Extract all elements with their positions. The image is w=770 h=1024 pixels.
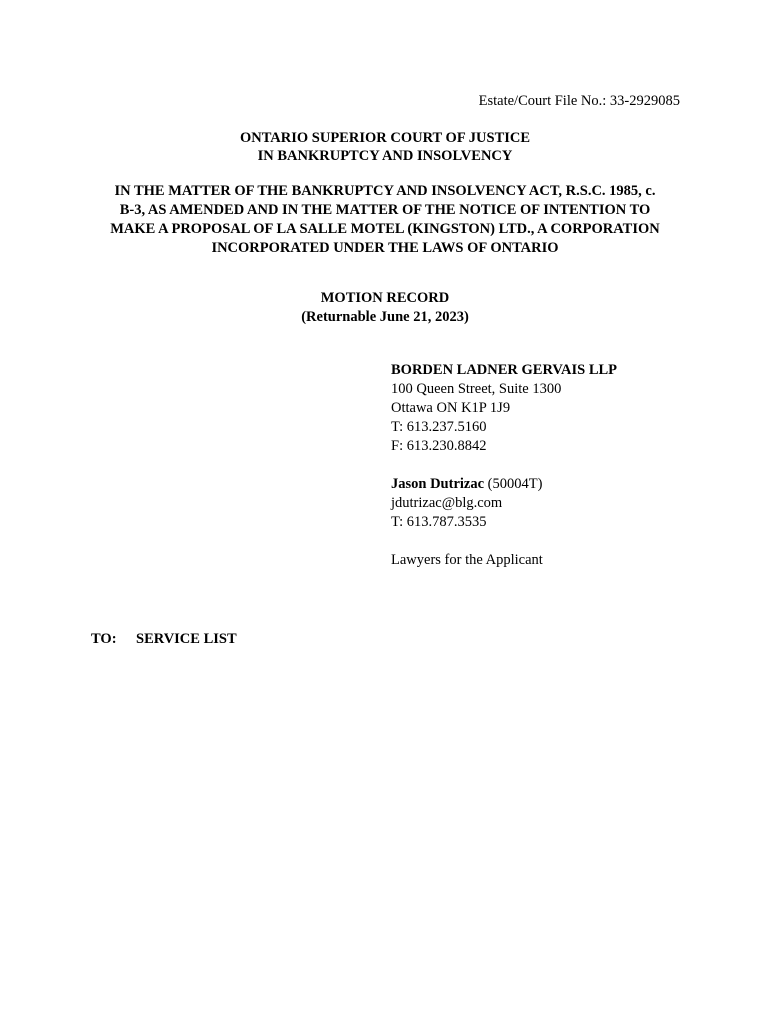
matter-heading bbox=[92, 182, 678, 258]
to-recipient bbox=[91, 631, 237, 648]
court-division: IN BANKRUPTCY AND INSOLVENCY bbox=[257, 148, 513, 164]
court-file-number: Estate/Court File No.: 33-2929085 bbox=[478, 93, 680, 109]
to-label: TO: bbox=[91, 631, 117, 647]
matter-line: IN THE MATTER OF THE BANKRUPTCY AND INSOLVENCY ACT, R.S.C. 1985, c. bbox=[114, 183, 656, 199]
firm-phone: T: 613.237.5160 bbox=[391, 419, 487, 435]
court-name: ONTARIO SUPERIOR COURT OF JUSTICE bbox=[239, 130, 531, 146]
spacer bbox=[391, 532, 617, 551]
lawyer-id: (50004T) bbox=[484, 476, 543, 492]
matter-line: MAKE A PROPOSAL OF LA SALLE MOTEL (KINGSTON) LTD., A CORPORATION bbox=[110, 221, 660, 237]
matter-line: B-3, AS AMENDED AND IN THE MATTER OF THE NOTICE OF INTENTION TO bbox=[119, 202, 651, 218]
law-firm-block bbox=[391, 361, 617, 570]
firm-address-street: 100 Queen Street, Suite 1300 bbox=[391, 381, 562, 397]
record-title: MOTION RECORD bbox=[320, 290, 450, 306]
spacer bbox=[391, 456, 617, 475]
lawyer-name: Jason Dutrizac bbox=[391, 476, 485, 492]
lawyer-line bbox=[391, 475, 617, 494]
record-returnable-date: (Returnable June 21, 2023) bbox=[301, 309, 469, 325]
firm-name: BORDEN LADNER GERVAIS LLP bbox=[391, 362, 618, 378]
matter-line: INCORPORATED UNDER THE LAWS OF ONTARIO bbox=[211, 240, 559, 256]
lawyer-role: Lawyers for the Applicant bbox=[391, 552, 543, 568]
court-heading bbox=[0, 129, 770, 165]
firm-fax: F: 613.230.8842 bbox=[391, 438, 487, 454]
record-heading bbox=[0, 289, 770, 327]
lawyer-email: jdutrizac@blg.com bbox=[391, 495, 503, 511]
lawyer-phone: T: 613.787.3535 bbox=[391, 514, 487, 530]
firm-address-city: Ottawa ON K1P 1J9 bbox=[391, 400, 511, 416]
to-value: SERVICE LIST bbox=[136, 631, 237, 647]
